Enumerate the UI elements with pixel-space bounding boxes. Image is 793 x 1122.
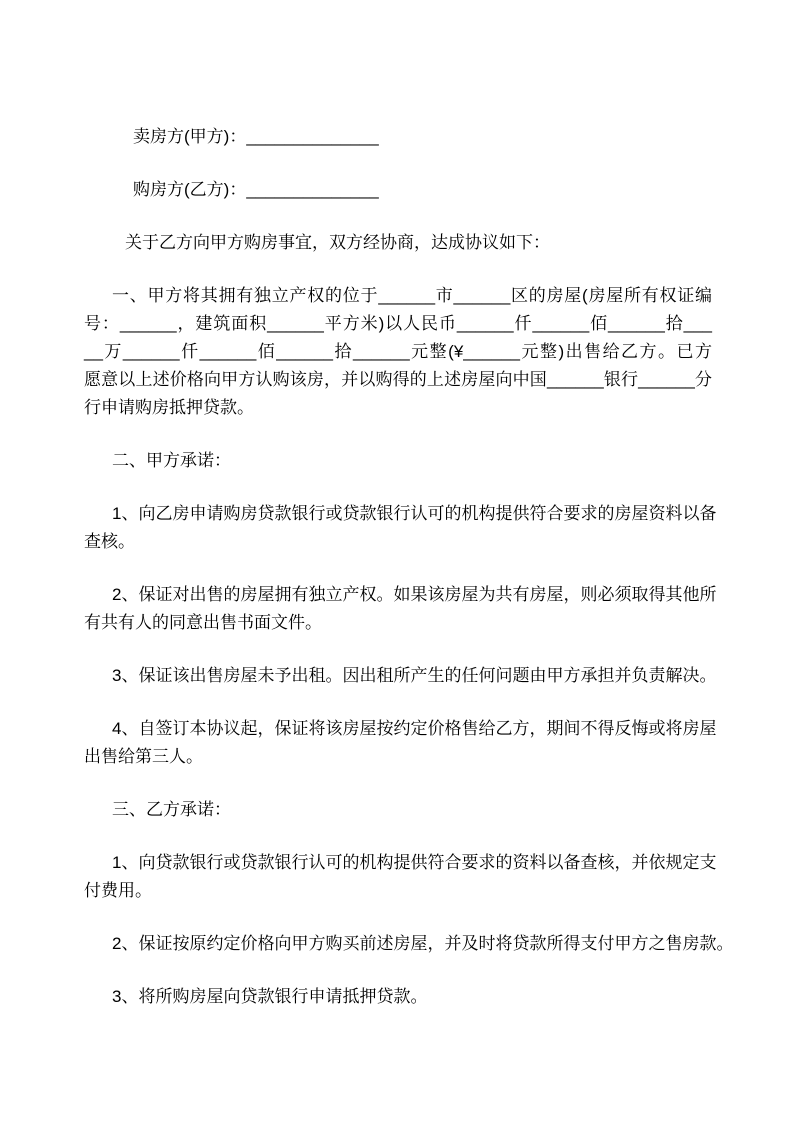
clause-3-item-1-line-1: 1、向贷款银行或贷款银行认可的机构提供符合要求的资料以备查核，并依规定支 xyxy=(112,853,717,872)
clause-2-heading-paragraph xyxy=(84,447,712,475)
clause-3-heading-paragraph xyxy=(84,796,712,824)
intro-paragraph xyxy=(84,229,712,257)
clause-3-item-1-paragraph xyxy=(84,849,717,905)
clause-1-line-1: 一、甲方将其拥有独立产权的位于______市______区的房屋(房屋所有权证编 xyxy=(112,286,712,305)
clause-2-item-4-line-2: 出售给第三人。 xyxy=(84,747,203,766)
clause-2-item-4-paragraph xyxy=(84,715,717,771)
clause-1-line-2: 号：______，建筑面积______平方米)以人民币______仟______佰______拾___ xyxy=(84,314,712,333)
clause-2-item-4-line-1: 4、自签订本协议起，保证将该房屋按约定价格售给乙方，期间不得反悔或将房屋 xyxy=(112,719,717,738)
clause-2-item-3-line-1: 3、保证该出售房屋未予出租。因出租所产生的任何问题由甲方承担并负责解决。 xyxy=(112,666,717,685)
seller-party-paragraph xyxy=(84,123,712,151)
clause-3-heading-line: 三、乙方承诺： xyxy=(112,800,231,819)
clause-3-item-2-line-1: 2、保证按原约定价格向甲方购买前述房屋，并及时将贷款所得支付甲方之售房款。 xyxy=(112,934,734,953)
clause-2-item-1-line-1: 1、向乙房申请购房贷款银行或贷款银行认可的机构提供符合要求的房屋资料以备 xyxy=(112,504,717,523)
clause-2-item-2-line-1: 2、保证对出售的房屋拥有独立产权。如果该房屋为共有房屋，则必须取得其他所 xyxy=(112,585,717,604)
clause-2-item-1-paragraph xyxy=(84,500,717,556)
clause-3-item-2-paragraph xyxy=(84,930,734,958)
clause-1-line-3: __万______仟______佰______拾______元整(¥______元整)出售给乙方。已方 xyxy=(84,342,712,361)
clause-2-item-1-line-2: 查核。 xyxy=(84,532,135,551)
clause-3-item-3-paragraph xyxy=(84,983,712,1011)
clause-3-item-3-line-1: 3、将所购房屋向贷款银行申请抵押贷款。 xyxy=(112,987,428,1006)
intro-line: 关于乙方向甲方购房事宜，双方经协商，达成协议如下： xyxy=(125,233,550,252)
clause-1-line-5: 行申请购房抵押贷款。 xyxy=(84,398,254,417)
clause-1-line-4: 愿意以上述价格向甲方认购该房，并以购得的上述房屋向中国______银行______分 xyxy=(84,370,712,389)
clause-2-item-3-paragraph xyxy=(84,662,717,690)
clause-1-paragraph xyxy=(84,282,712,422)
clause-2-item-2-line-2: 有共有人的同意出售书面文件。 xyxy=(84,613,322,632)
clause-2-item-2-paragraph xyxy=(84,581,717,637)
buyer-party-paragraph xyxy=(84,176,712,204)
clause-3-item-1-line-2: 付费用。 xyxy=(84,881,152,900)
seller-party-line: 卖房方(甲方)：______________ xyxy=(133,127,379,146)
buyer-party-line: 购房方(乙方)：______________ xyxy=(133,180,379,199)
clause-2-heading-line: 二、甲方承诺： xyxy=(112,451,231,470)
